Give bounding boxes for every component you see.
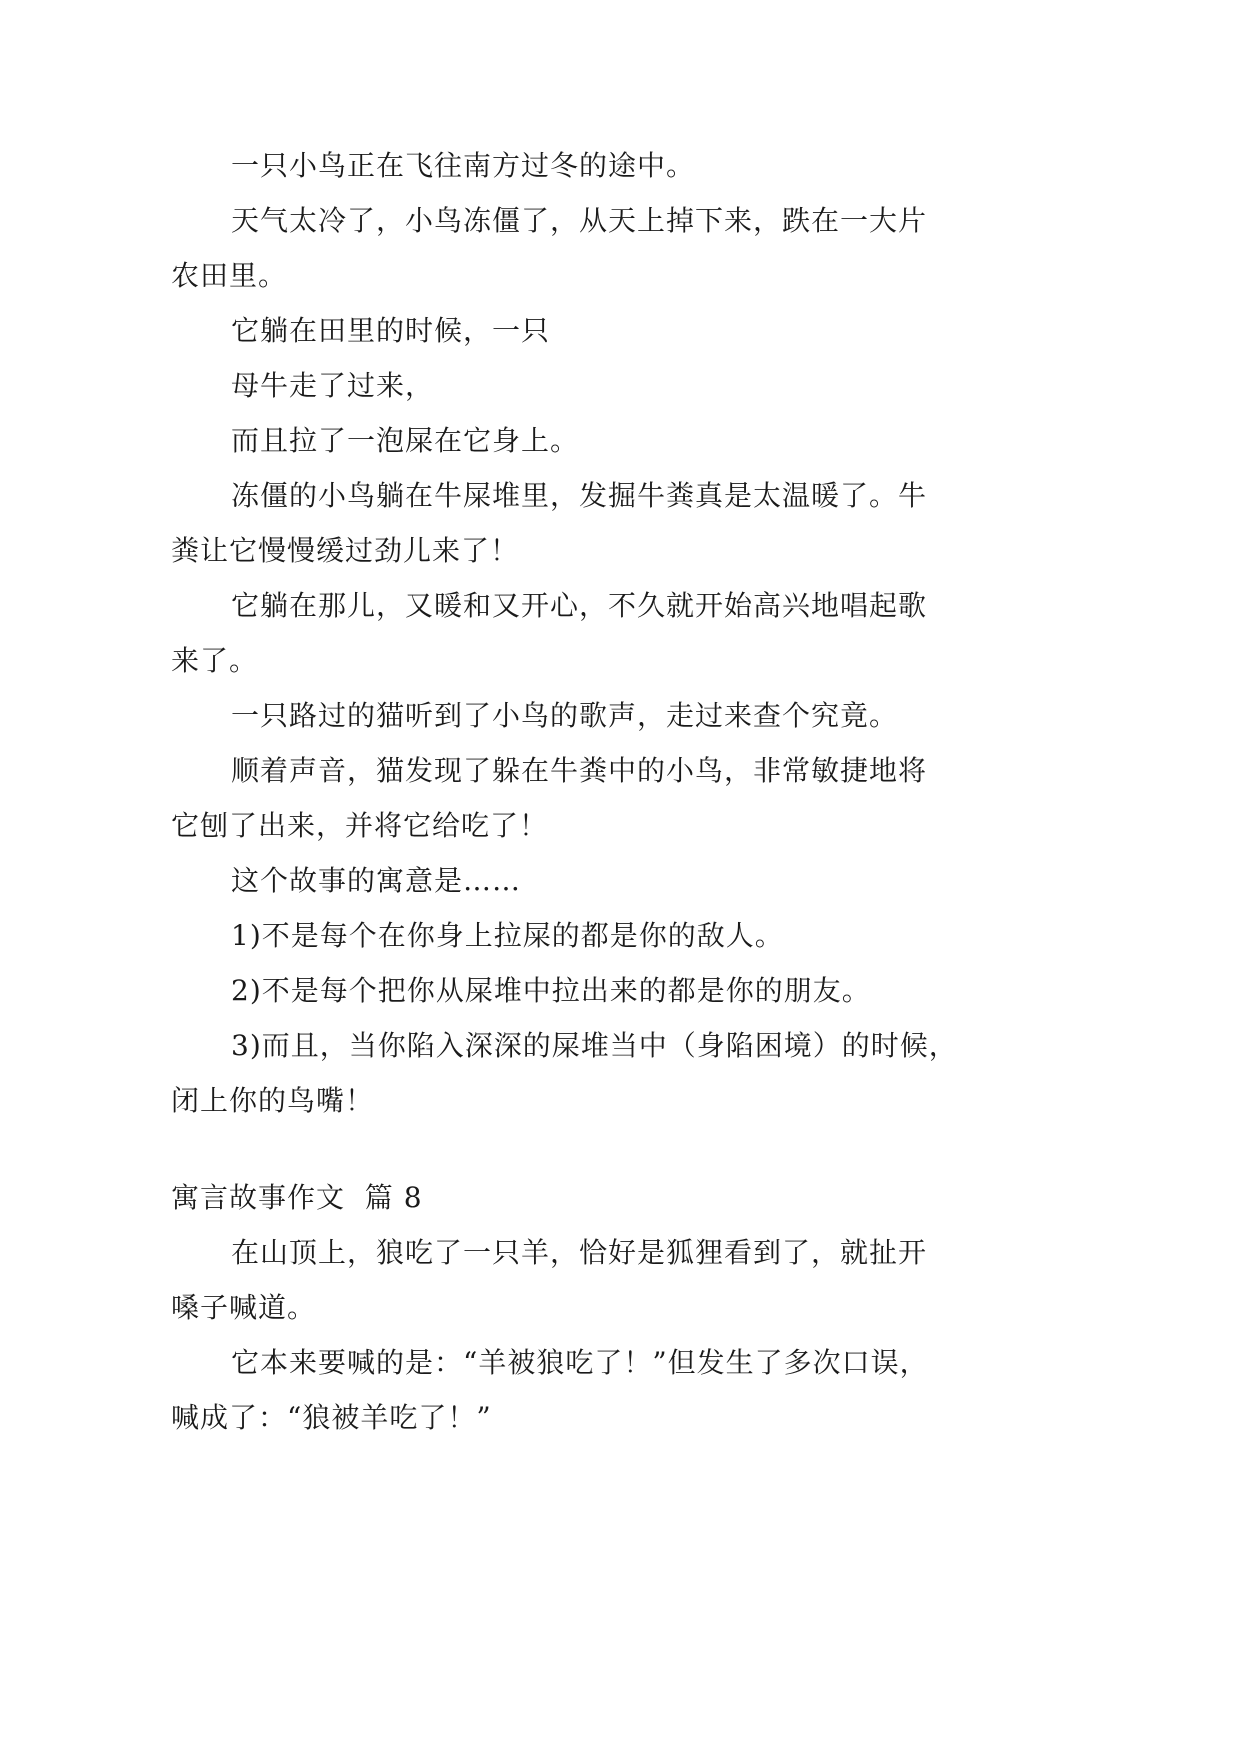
- story-part-2: [171, 1225, 1071, 1445]
- moral-item-2: 2)不是每个把你从屎堆中拉出来的都是你的朋友。: [231, 974, 871, 1007]
- paragraph-line: 母牛走了过来，: [231, 369, 435, 402]
- paragraph-line: 闭上你的鸟嘴！: [171, 1084, 375, 1117]
- paragraph-line: 它躺在田里的时候，一只: [231, 314, 551, 347]
- moral-item-3: 3)而且，当你陷入深深的屎堆当中（身陷困境）的时候，: [231, 1029, 958, 1062]
- paragraph-line: 粪让它慢慢缓过劲儿来了！: [171, 534, 520, 567]
- paragraph-line: 这个故事的寓意是……: [231, 864, 522, 897]
- paragraph-line: 冻僵的小鸟躺在牛屎堆里，发掘牛粪真是太温暖了。牛: [231, 479, 928, 512]
- paragraph-line: 而且拉了一泡屎在它身上。: [231, 424, 580, 457]
- paragraph-line: 来了。: [171, 644, 259, 677]
- paragraph-line: 顺着声音，猫发现了躲在牛粪中的小鸟，非常敏捷地将: [231, 754, 928, 787]
- paragraph-line: 它本来要喊的是：“羊被狼吃了！”但发生了多次口误，: [231, 1346, 929, 1379]
- paragraph-line: 天气太冷了，小鸟冻僵了，从天上掉下来，跌在一大片: [231, 204, 928, 237]
- paragraph-line: 在山顶上，狼吃了一只羊，恰好是狐狸看到了，就扯开: [231, 1236, 928, 1269]
- moral-item-1: 1)不是每个在你身上拉屎的都是你的敌人。: [231, 919, 784, 952]
- section-gap: [171, 1128, 1071, 1170]
- paragraph-line: 农田里。: [171, 259, 288, 292]
- paragraph-line: 它刨了出来，并将它给吃了！: [171, 809, 549, 842]
- paragraph-line: 一只路过的猫听到了小鸟的歌声，走过来查个究竟。: [231, 699, 899, 732]
- document-page: [171, 138, 1071, 1445]
- section-heading: 寓言故事作文 篇 8: [171, 1181, 423, 1214]
- paragraph-line: 喊成了：“狼被羊吃了！”: [171, 1401, 492, 1434]
- paragraph-line: 它躺在那儿，又暖和又开心，不久就开始高兴地唱起歌: [231, 589, 928, 622]
- paragraph-line: 一只小鸟正在飞往南方过冬的途中。: [231, 149, 696, 182]
- paragraph-line: 嗓子喊道。: [171, 1291, 317, 1324]
- story-part-1: [171, 138, 1071, 1128]
